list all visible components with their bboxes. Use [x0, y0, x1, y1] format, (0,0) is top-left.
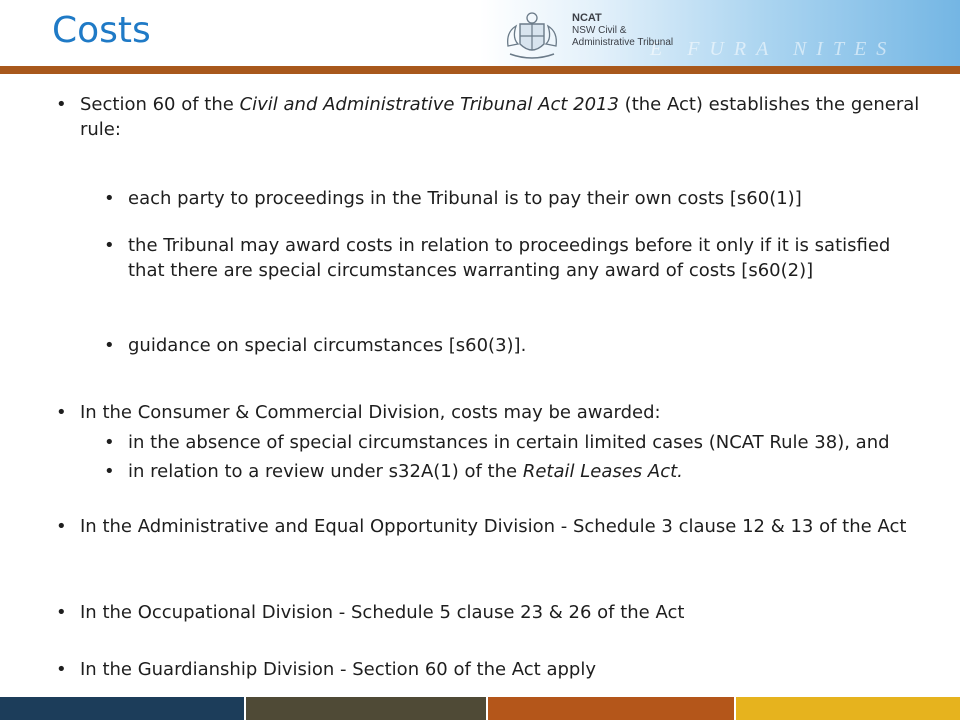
header-watermark: E FURA NITES	[650, 38, 897, 60]
bullet-text: in relation to a review under s32A(1) of the	[128, 461, 523, 482]
logo-line-nsw: NSW Civil &	[572, 25, 627, 36]
act-name: Civil and Administrative Tribunal Act 2013	[239, 94, 619, 115]
act-name: Retail Leases Act.	[522, 461, 683, 482]
bullet-text: (the Act) establishes the general rule:	[80, 94, 920, 140]
bullet-administrative-division: • In the Administrative and Equal Opportunity Division - Schedule 3 clause 12 & 13 of the Act	[80, 514, 920, 539]
bullet-occupational-division: • In the Occupational Division - Schedule 5 clause 23 & 26 of the Act	[80, 600, 920, 625]
bullet-consumer-commercial: • In the Consumer & Commercial Division, costs may be awarded:	[80, 400, 920, 425]
slide-header	[0, 0, 960, 66]
footer-segment-orange	[488, 697, 736, 720]
sub-bullet-rule-38: • in the absence of special circumstances in certain limited cases (NCAT Rule 38), and	[128, 430, 928, 455]
bullet-text: Section 60 of the	[80, 94, 240, 115]
bullet-section-60	[80, 92, 920, 142]
footer-segment-navy	[0, 697, 246, 720]
sub-bullet-award-costs: • the Tribunal may award costs in relation to proceedings before it only if it is satisfied that there are special circumstances warranting any award of costs [s60(2)]	[128, 233, 928, 283]
sub-bullet-guidance: • guidance on special circumstances [s60(3)].	[128, 333, 928, 358]
logo-line-tribunal: Administrative Tribunal	[572, 37, 674, 48]
header-rule	[0, 66, 960, 74]
footer-color-bar	[0, 697, 960, 720]
ncat-logo-text	[572, 12, 960, 49]
nsw-crest-icon	[502, 10, 562, 62]
slide-title: Costs	[52, 10, 151, 51]
logo-line-ncat: NCAT	[572, 12, 602, 24]
bullet-guardianship-division: • In the Guardianship Division - Section 60 of the Act apply	[80, 657, 920, 682]
footer-segment-gold	[736, 697, 960, 720]
sub-bullet-own-costs: • each party to proceedings in the Tribunal is to pay their own costs [s60(1)]	[128, 186, 928, 211]
footer-segment-olive	[246, 697, 488, 720]
sub-bullet-retail-leases	[128, 459, 928, 484]
